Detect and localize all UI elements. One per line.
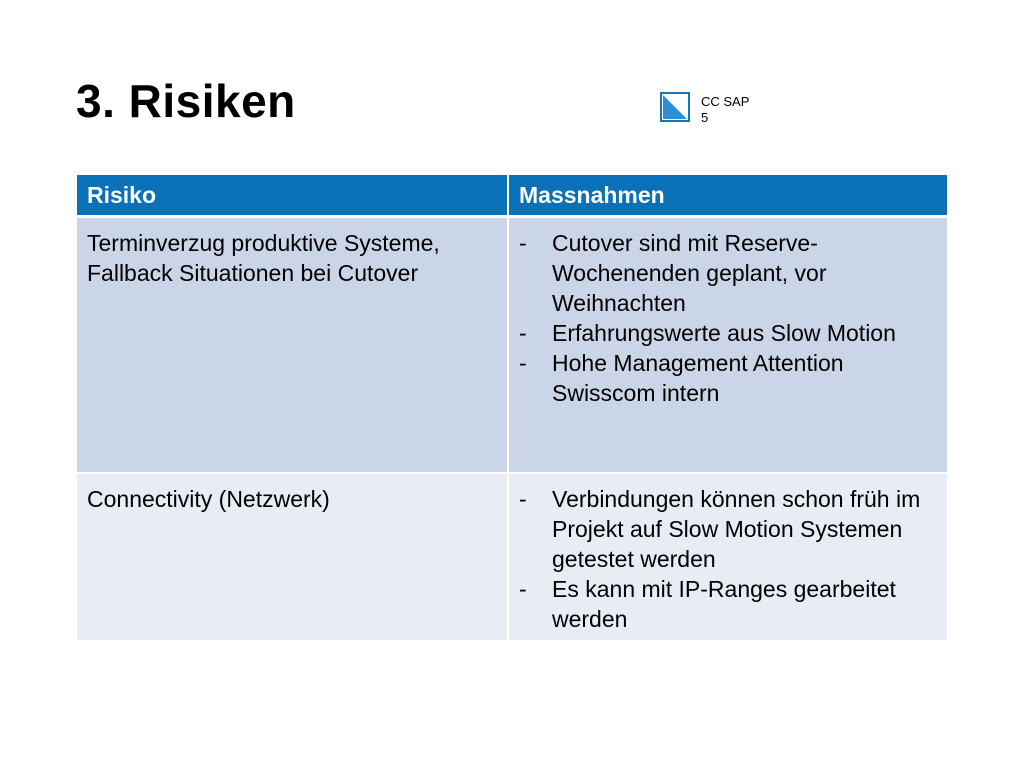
list-item-text: Hohe Management Attention Swisscom intern — [552, 350, 844, 406]
list-item-text: Cutover sind mit Reserve-Wochenenden geplant, vor Weihnachten — [552, 230, 827, 316]
logo-caption-line2: 5 — [701, 110, 709, 125]
risk-cell: Connectivity (Netzwerk) — [77, 473, 508, 640]
list-item — [519, 574, 937, 634]
bullet-dash: - — [519, 320, 527, 346]
logo-caption-line1: CC SAP — [701, 94, 750, 109]
measures-cell — [508, 217, 947, 474]
list-item-text: Erfahrungswerte aus Slow Motion — [552, 320, 896, 346]
table-header-row — [77, 175, 947, 217]
measures-list — [519, 484, 937, 634]
bullet-dash: - — [519, 576, 527, 602]
table-row — [77, 473, 947, 640]
measures-list — [519, 228, 937, 408]
list-item — [519, 318, 937, 348]
zurich-canton-flag-icon — [660, 92, 690, 122]
bullet-dash: - — [519, 486, 527, 512]
list-item — [519, 228, 937, 318]
bullet-dash: - — [519, 350, 527, 376]
list-item-text: Verbindungen können schon früh im Projekt auf Slow Motion Systemen getestet werden — [552, 486, 921, 572]
column-header-risiko: Risiko — [77, 175, 508, 217]
bullet-dash: - — [519, 230, 527, 256]
measures-cell — [508, 473, 947, 640]
table-row — [77, 217, 947, 474]
list-item — [519, 348, 937, 408]
column-header-massnahmen: Massnahmen — [508, 175, 947, 217]
risk-table — [77, 175, 947, 640]
list-item — [519, 484, 937, 574]
logo-caption — [701, 94, 749, 126]
slide-title: 3. Risiken — [76, 75, 296, 127]
list-item-text: Es kann mit IP-Ranges gearbeitet werden — [552, 576, 896, 632]
logo-graphic — [660, 92, 690, 122]
risk-cell: Terminverzug produktive Systeme, Fallback Situationen bei Cutover — [77, 217, 508, 474]
